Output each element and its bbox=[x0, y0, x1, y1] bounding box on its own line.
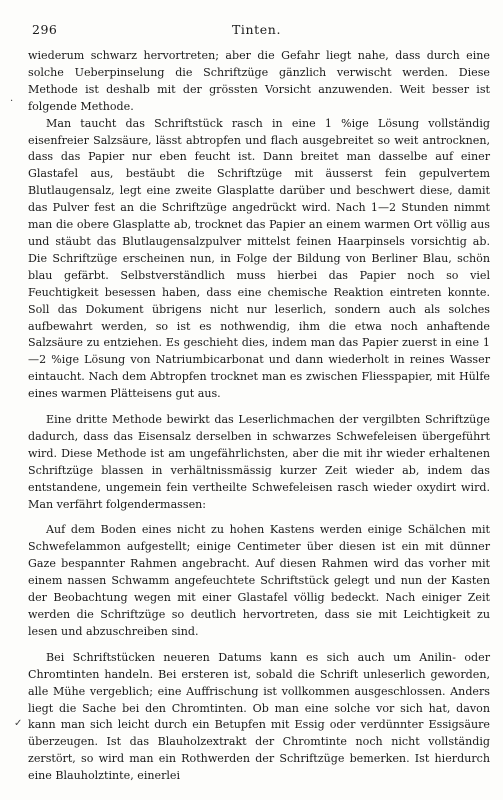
paragraph-continuation: wiederum schwarz hervortreten; aber die Gefahr liegt nahe, dass durch eine solche Ueberpinselung die Schriftzüge gänzlich verwischt werden. Diese Methode ist deshalb mit der grössten Vorsicht anzuwenden. Weit besser ist folgende Methode. bbox=[28, 49, 490, 113]
running-title: Tinten. bbox=[231, 22, 282, 37]
page-number: 296 bbox=[32, 22, 58, 37]
paragraph-procedure: Auf dem Boden eines nicht zu hohen Kastens werden einige Schälchen mit Schwefelammon aufgestellt; einige Centimeter über diesen ist ein mit dünner Gaze bespannter Rahmen angebracht. Auf diesen Rahmen wird das vorher mit einem nassen Schwamm angefeuchtete Schriftstück gelegt und nun der Kasten der Beobachtung wegen mit einer Glastafel völlig bedeckt. Nach einiger Zeit werden die Schriftzüge so deutlich hervortreten, dass sie mit Leichtigkeit zu lesen und abzuschreiben sind. bbox=[28, 523, 490, 638]
paragraph-chrome-inks: Bei Schriftstücken neueren Datums kann es sich auch um Anilin- oder Chromtinten handeln. Bei ersteren ist, sobald die Schrift unleserlich geworden, alle Mühe vergeblich; eine Auffrischung ist vollkommen ausgeschlossen. Anders liegt die Sache bei den Chromtinten. Ob man eine solche vor sich hat, davon kann man sich leicht durch ein Betupfen mit Essig oder verdünnter Essigsäure überzeugen. Ist das Blauholzextrakt der Chromtinte noch nicht vollständig zerstört, so wird man ein Rothwerden der Schriftzüge bemerken. Ist hierdurch eine Blauholztinte, einerlei bbox=[28, 650, 490, 783]
margin-pencil-mark: ✓ bbox=[14, 718, 23, 729]
body-text bbox=[28, 48, 490, 785]
running-head bbox=[32, 22, 481, 38]
paragraph-hydrochloric-method: Man taucht das Schriftstück rasch in eine 1 %ige Lösung vollständig eisenfreier Salzsäure, lässt abtropfen und flach ausgebreitet so weit antrocknen, dass das Papier nur eben feucht ist. Dann breitet man dasselbe auf einer Glastafel aus, bestäubt die Schriftzüge mit äusserst fein gepulvertem Blutlaugensalz, legt eine zweite Glasplatte darüber und beschwert diese, damit das Pulver fest an die Schriftzüge angedrückt wird. Nach 1—2 Stunden nimmt man die obere Glasplatte ab, trocknet das Papier an einem warmen Ort völlig aus und stäubt das Blutlaugensalzpulver mittelst feinen Haarpinsels vorsichtig ab. Die Schriftzüge erscheinen nun, in Folge der Bildung von Berliner Blau, schön blau gefärbt. Selbstverständlich muss hierbei das Papier noch so viel Feuchtigkeit besessen haben, dass eine chemische Reaktion eintreten konnte. Soll das Dokument übrigens nicht nur leserlich, sondern auch als solches aufbewahrt werden, so ist es nothwendig, ihm die etwa noch anhaftende Salzsäure zu entziehen. Es geschieht dies, indem man das Papier zuerst in eine 1—2 %ige Lösung von Natriumbicarbonat und dann wiederholt in reines Wasser eintaucht. Nach dem Abtropfen trocknet man es zwischen Fliesspapier, mit Hülfe eines warmen Plätteisens gut aus. bbox=[28, 116, 490, 401]
margin-pencil-mark: · bbox=[10, 96, 14, 107]
paragraph-third-method: Eine dritte Methode bewirkt das Leserlichmachen der vergilbten Schriftzüge dadurch, dass das Eisensalz derselben in schwarzes Schwefeleisen übergeführt wird. Diese Methode ist am ungefährlichsten, aber die mit ihr wieder erhaltenen Schriftzüge blassen in verhältnissmässig kurzer Zeit wieder ab, indem das entstandene, ungemein fein vertheilte Schwefeleisen rasch wieder oxydirt wird. Man verfährt folgendermassen: bbox=[28, 413, 490, 511]
